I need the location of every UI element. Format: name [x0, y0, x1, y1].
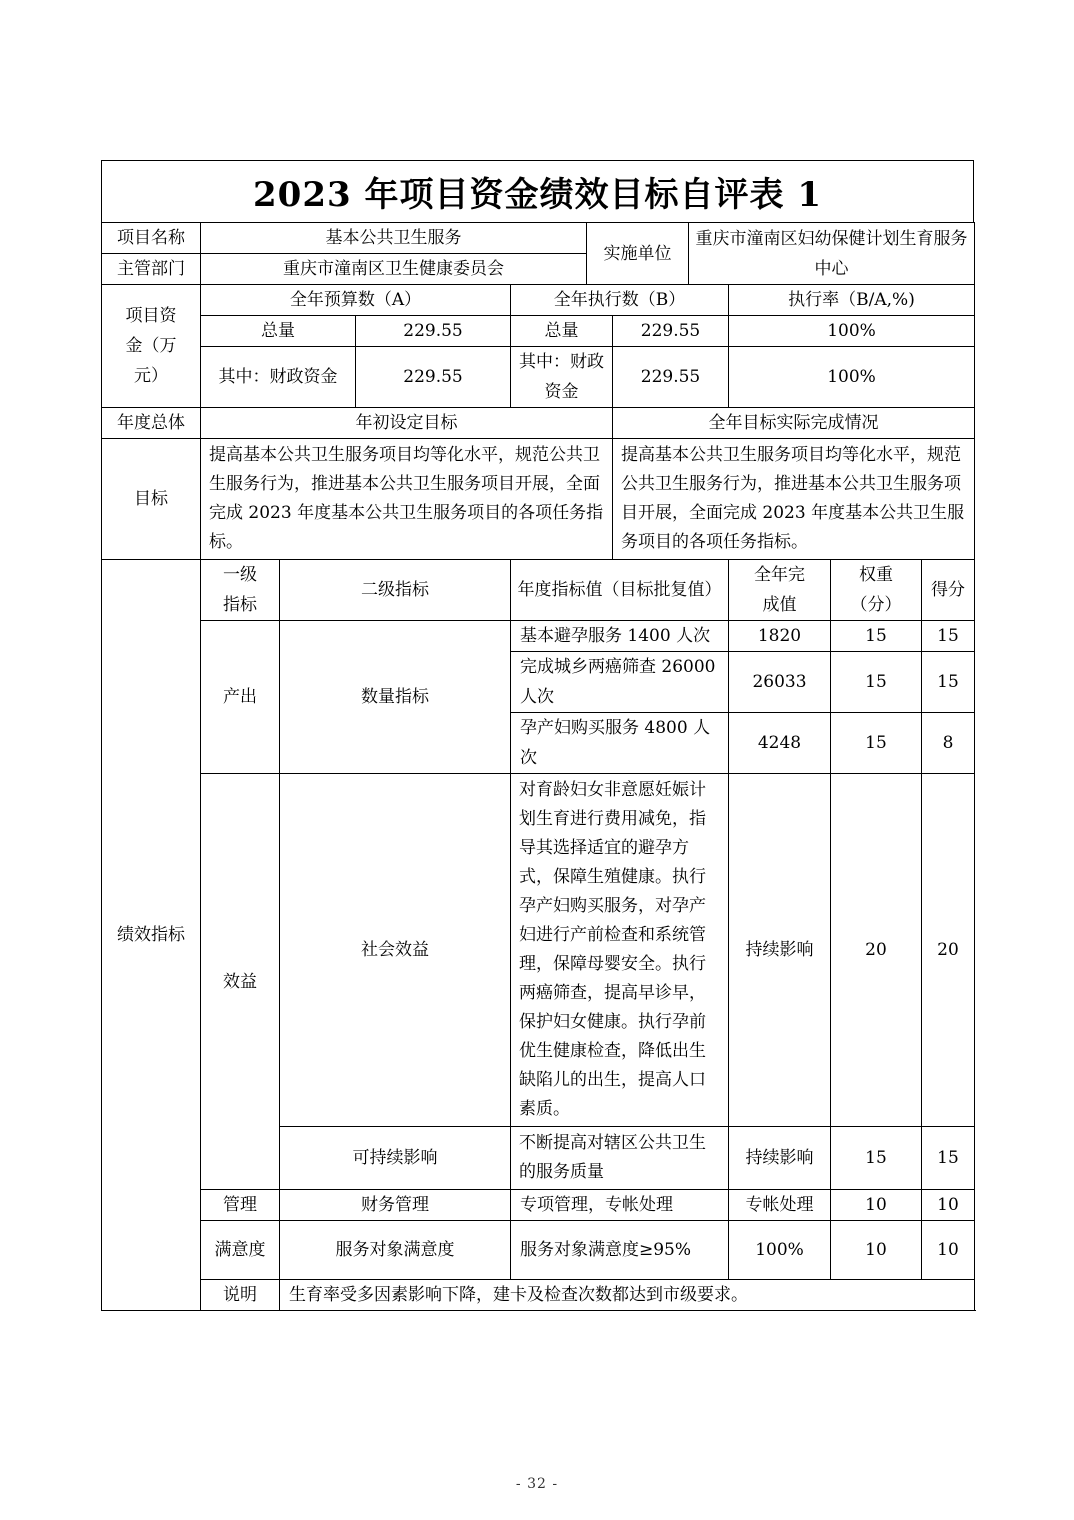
output-value-3: 孕产妇购买服务 4800 人次	[511, 713, 729, 774]
social-weight: 20	[831, 774, 922, 1127]
satis-weight: 10	[831, 1221, 922, 1280]
fiscal-exec: 229.55	[613, 347, 729, 408]
form-title: 2023 年项目资金绩效目标自评表 1	[101, 160, 974, 222]
project-name-value: 基本公共卫生服务	[201, 223, 587, 254]
sustain-done: 持续影响	[729, 1127, 831, 1190]
done-header: 全年完成值	[729, 560, 831, 621]
exec-header: 全年执行数（B）	[511, 285, 729, 316]
fiscal-rate: 100%	[729, 347, 975, 408]
output-weight-1: 15	[831, 621, 922, 652]
finance-value: 专项管理，专帐处理	[511, 1190, 729, 1221]
benefit-label: 效益	[201, 774, 280, 1190]
output-score-2: 15	[922, 652, 975, 713]
output-value-2: 完成城乡两癌筛查 26000 人次	[511, 652, 729, 713]
rate-header: 执行率（B/A,%)	[729, 285, 975, 316]
impl-unit-label: 实施单位	[587, 223, 689, 285]
satis-sub-label: 服务对象满意度	[280, 1221, 511, 1280]
output-score-1: 15	[922, 621, 975, 652]
social-label: 社会效益	[280, 774, 511, 1127]
note-label: 说明	[201, 1280, 280, 1311]
fiscal-budget: 229.55	[356, 347, 511, 408]
output-score-3: 8	[922, 713, 975, 774]
satis-score: 10	[922, 1221, 975, 1280]
total-label: 总量	[201, 316, 356, 347]
social-done: 持续影响	[729, 774, 831, 1127]
finance-score: 10	[922, 1190, 975, 1221]
output-done-2: 26033	[729, 652, 831, 713]
self-evaluation-form	[101, 160, 974, 1311]
value-header: 年度指标值（目标批复值）	[511, 560, 729, 621]
score-header: 得分	[922, 560, 975, 621]
social-value: 对育龄妇女非意愿妊娠计划生育进行费用减免，指导其选择适宜的避孕方式，保障生殖健康。执行孕产妇购买服务，对孕产妇进行产前检查和系统管理，保障母婴安全。执行两癌筛查，提高早诊早，保护妇女健康。执行孕前优生健康检查，降低出生缺陷儿的出生，提高人口素质。	[511, 774, 729, 1127]
social-score: 20	[922, 774, 975, 1127]
set-goal-header: 年初设定目标	[201, 408, 613, 439]
sustain-value: 不断提高对辖区公共卫生的服务质量	[511, 1127, 729, 1190]
actual-goal-header: 全年目标实际完成情况	[613, 408, 975, 439]
satis-value: 服务对象满意度≥95%	[511, 1221, 729, 1280]
goal-label: 目标	[102, 439, 201, 560]
output-label: 产出	[201, 621, 280, 774]
output-weight-3: 15	[831, 713, 922, 774]
sustain-weight: 15	[831, 1127, 922, 1190]
impl-unit-value: 重庆市潼南区妇幼保健计划生育服务中心	[689, 223, 975, 285]
actual-goal-text: 提高基本公共卫生服务项目均等化水平，规范公共卫生服务行为，推进基本公共卫生服务项目开展，全面完成 2023 年度基本公共卫生服务项目的各项任务指标。	[613, 439, 975, 560]
output-done-3: 4248	[729, 713, 831, 774]
sustain-label: 可持续影响	[280, 1127, 511, 1190]
satis-done: 100%	[729, 1221, 831, 1280]
perf-label: 绩效指标	[102, 560, 201, 1311]
finance-label: 财务管理	[280, 1190, 511, 1221]
fiscal-exec-label: 其中：财政资金	[511, 347, 613, 408]
page-number: - 32 -	[515, 1476, 559, 1492]
note-text: 生育率受多因素影响下降，建卡及检查次数都达到市级要求。	[280, 1280, 975, 1311]
finance-done: 专帐处理	[729, 1190, 831, 1221]
weight-header: 权重（分）	[831, 560, 922, 621]
dept-value: 重庆市潼南区卫生健康委员会	[201, 254, 587, 285]
total-rate: 100%	[729, 316, 975, 347]
output-done-1: 1820	[729, 621, 831, 652]
budget-header: 全年预算数（A）	[201, 285, 511, 316]
total-exec: 229.55	[613, 316, 729, 347]
output-value-1: 基本避孕服务 1400 人次	[511, 621, 729, 652]
finance-weight: 10	[831, 1190, 922, 1221]
annual-label: 年度总体	[102, 408, 201, 439]
level1-header: 一级指标	[201, 560, 280, 621]
fiscal-label: 其中：财政资金	[201, 347, 356, 408]
level2-header: 二级指标	[280, 560, 511, 621]
satis-label: 满意度	[201, 1221, 280, 1280]
mgmt-label: 管理	[201, 1190, 280, 1221]
set-goal-text: 提高基本公共卫生服务项目均等化水平，规范公共卫生服务行为，推进基本公共卫生服务项目开展，全面完成 2023 年度基本公共卫生服务项目的各项任务指标。	[201, 439, 613, 560]
evaluation-table	[101, 222, 975, 1311]
project-name-label: 项目名称	[102, 223, 201, 254]
quantity-label: 数量指标	[280, 621, 511, 774]
total-budget: 229.55	[356, 316, 511, 347]
output-weight-2: 15	[831, 652, 922, 713]
funds-label: 项目资金（万元）	[102, 285, 201, 408]
sustain-score: 15	[922, 1127, 975, 1190]
dept-label: 主管部门	[102, 254, 201, 285]
total-exec-label: 总量	[511, 316, 613, 347]
